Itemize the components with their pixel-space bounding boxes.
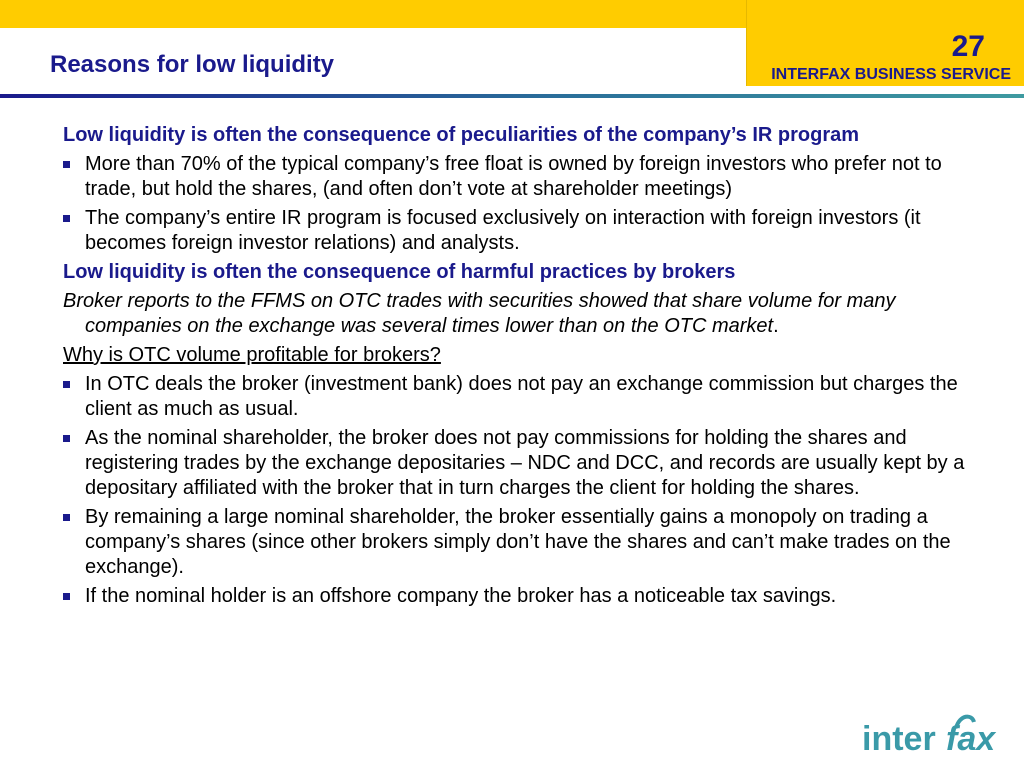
section-heading: Low liquidity is often the consequence of peculiarities of the company’s IR program	[63, 124, 860, 146]
slide-badge	[746, 0, 1024, 86]
interfax-logo	[860, 708, 1010, 768]
italic-note	[63, 289, 978, 339]
italic-note-period: .	[773, 315, 779, 337]
bullet-text: More than 70% of the typical company’s free float is owned by foreign investors who prefer not to trade, but hold the shares, (and often don’t vote at shareholder meetings)	[85, 153, 942, 200]
square-bullet-icon	[63, 161, 70, 168]
bullet-item	[63, 584, 978, 609]
section-heading: Low liquidity is often the consequence of harmful practices by brokers	[63, 261, 736, 283]
underlined-question	[63, 343, 978, 368]
slide-body	[63, 123, 978, 613]
square-bullet-icon	[63, 381, 70, 388]
logo-text-fax: fax	[946, 720, 996, 758]
italic-note-text: Broker reports to the FFMS on OTC trades with securities showed that share volume for many companies on the exchange was several times lower than on the OTC market	[63, 290, 896, 337]
square-bullet-icon	[63, 435, 70, 442]
bullet-item	[63, 372, 978, 422]
slide-number: 27	[951, 30, 985, 63]
bullet-item	[63, 426, 978, 501]
underlined-question-text: Why is OTC volume profitable for brokers?	[63, 344, 441, 366]
square-bullet-icon	[63, 514, 70, 521]
logo-text-inter: inter	[862, 720, 936, 758]
badge-caption: INTERFAX BUSINESS SERVICE	[771, 66, 1011, 83]
bullet-text: In OTC deals the broker (investment bank) does not pay an exchange commission but charges the client as much as usual.	[85, 373, 958, 420]
bullet-text: If the nominal holder is an offshore company the broker has a noticeable tax savings.	[85, 585, 837, 607]
bullet-text: The company’s entire IR program is focused exclusively on interaction with foreign investors (it becomes foreign investor relations) and analysts.	[85, 207, 921, 254]
bullet-item	[63, 152, 978, 202]
square-bullet-icon	[63, 593, 70, 600]
bullet-text: By remaining a large nominal shareholder, the broker essentially gains a monopoly on trading a company’s shares (since other brokers simply don’t have the shares and can’t make trades on the exchange).	[85, 506, 951, 578]
bullet-item	[63, 206, 978, 256]
bullet-item	[63, 505, 978, 580]
page-title: Reasons for low liquidity	[50, 51, 335, 78]
bullet-text: As the nominal shareholder, the broker does not pay commissions for holding the shares and registering trades by the exchange depositaries – NDC and DCC, and records are usually kept by a depositary affiliated with the broker that in turn charges the client for holding the shares.	[85, 427, 965, 499]
header-divider	[0, 94, 1024, 98]
square-bullet-icon	[63, 215, 70, 222]
